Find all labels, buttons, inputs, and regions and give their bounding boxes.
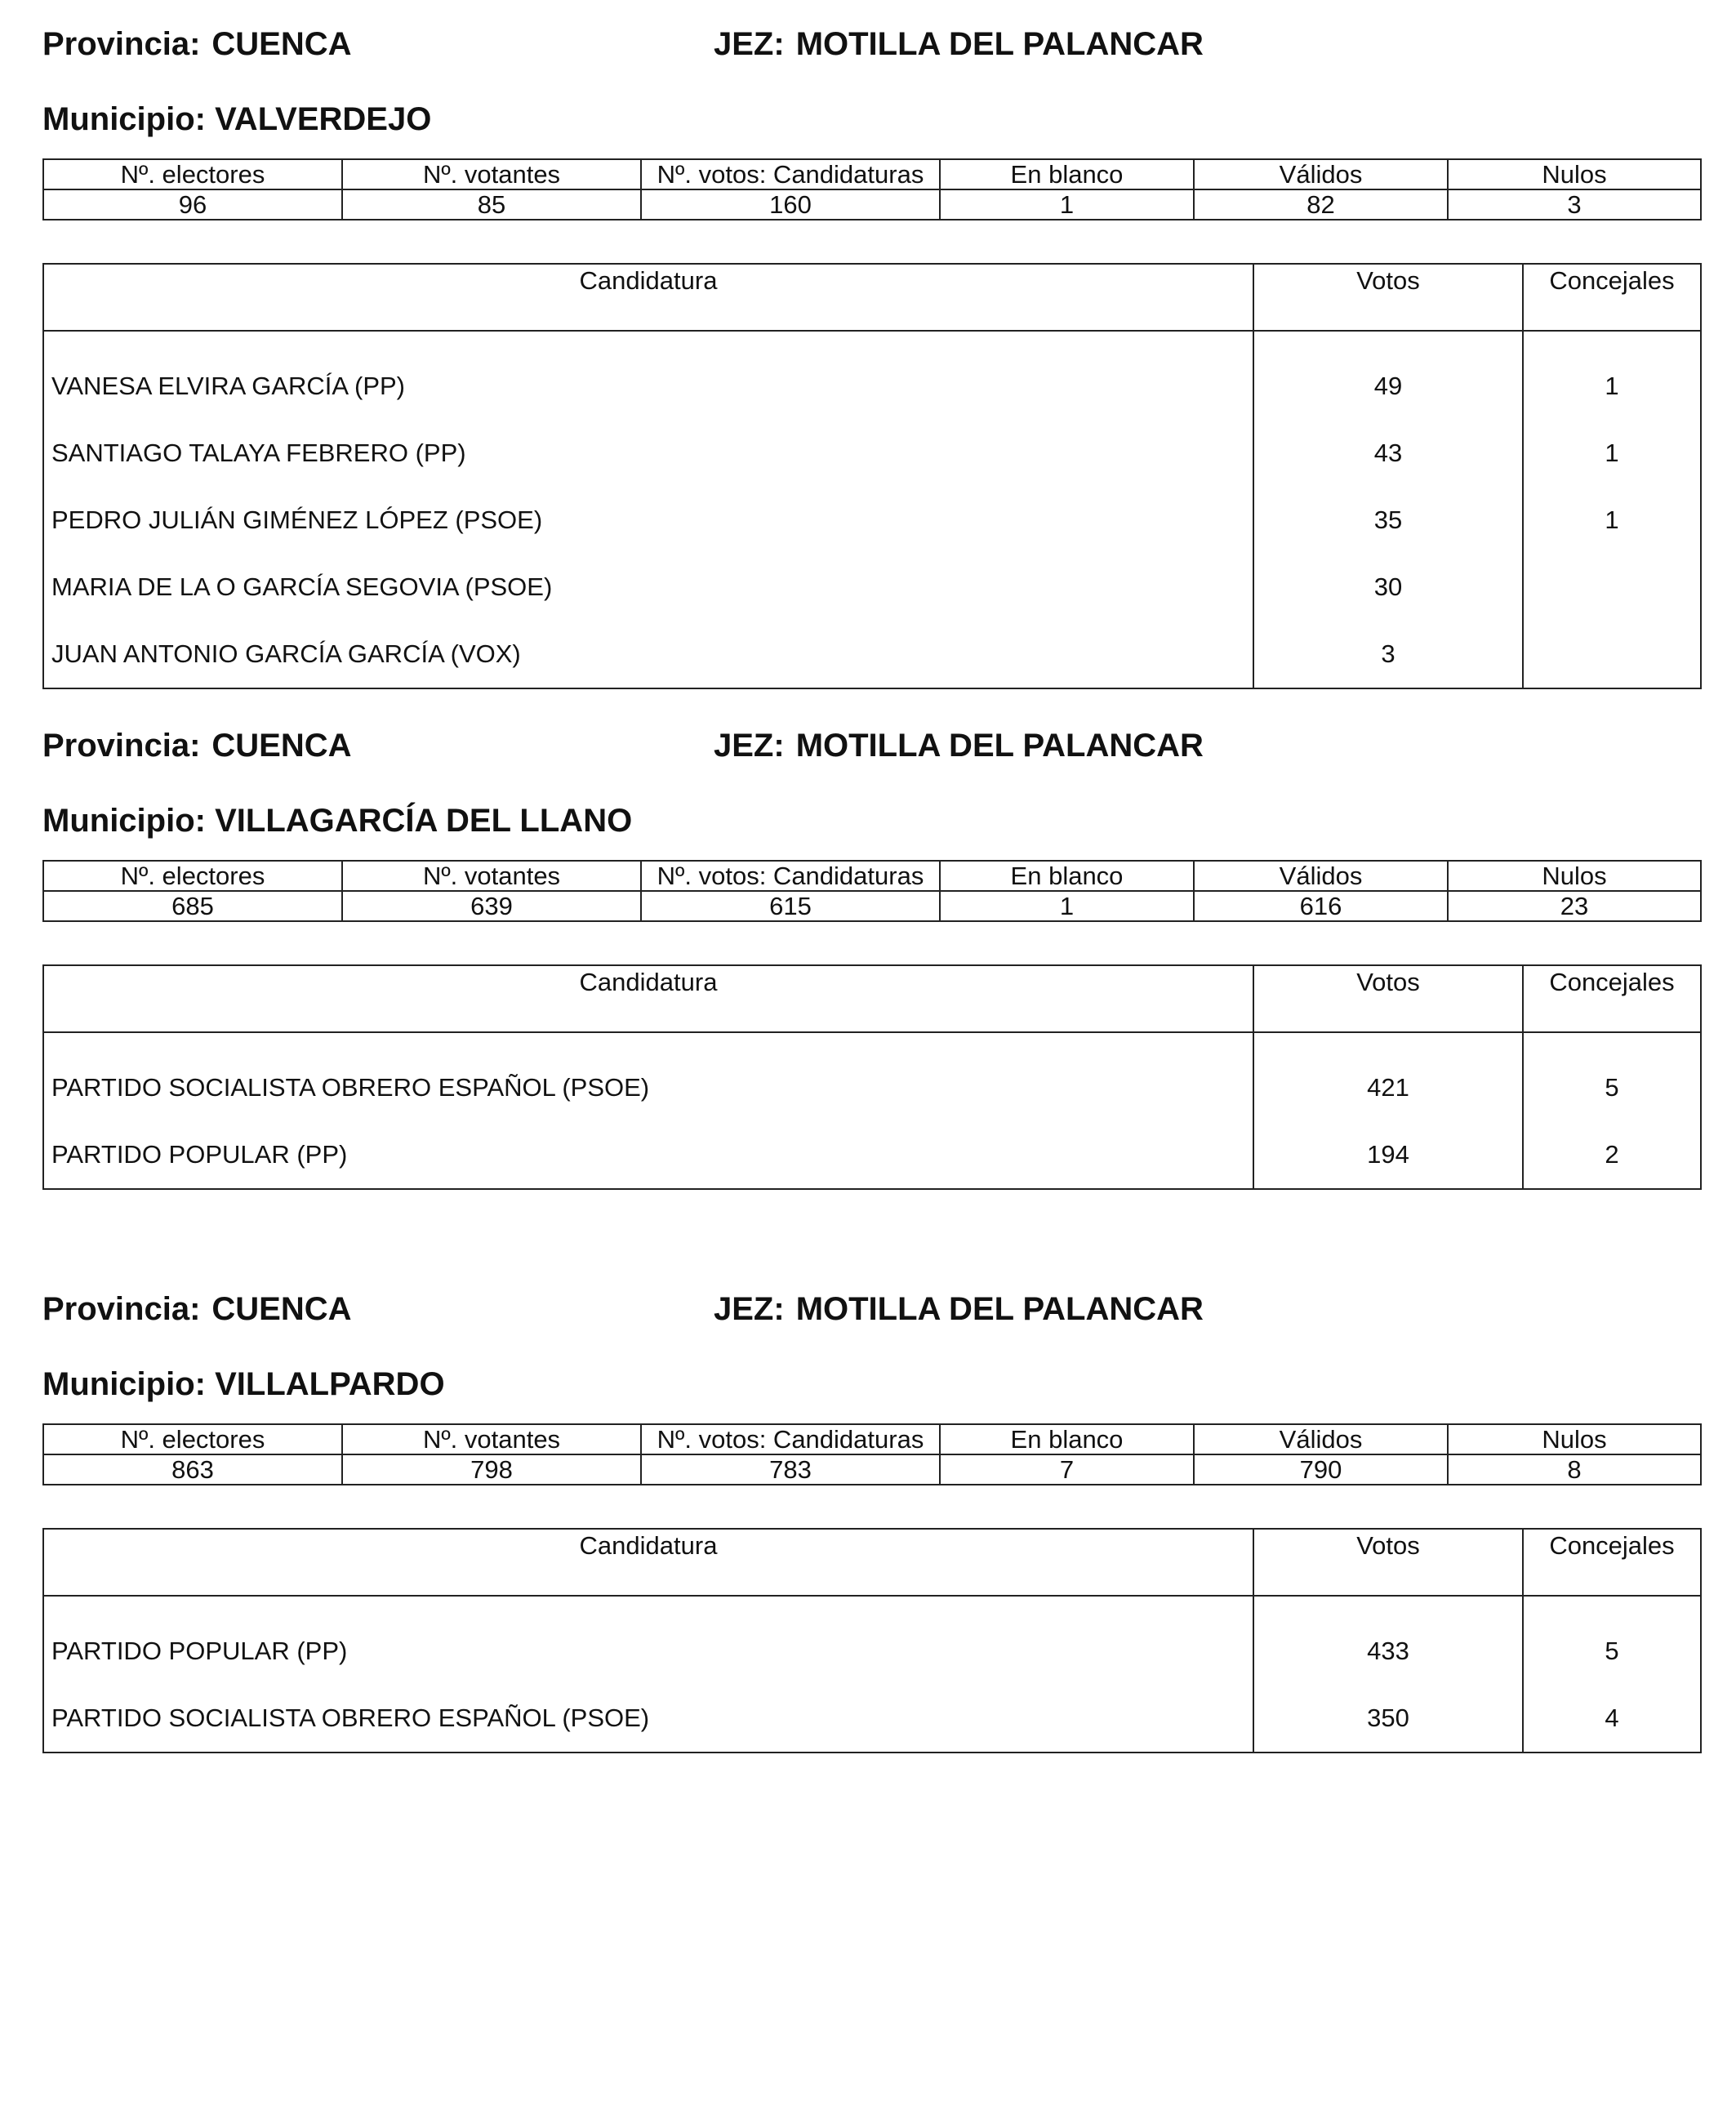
stats-votantes: 798 [342, 1454, 641, 1485]
candidate-name: PARTIDO SOCIALISTA OBRERO ESPAÑOL (PSOE) [43, 1032, 1253, 1121]
stats-header-row [43, 1424, 1701, 1454]
candidatura-header: Candidatura [43, 965, 1253, 1032]
candidates-header-row [43, 1529, 1701, 1596]
candidate-concejales [1523, 621, 1701, 688]
stats-header-row [43, 159, 1701, 189]
stats-header-votantes: Nº. votantes [342, 1424, 641, 1454]
stats-header-electores: Nº. electores [43, 159, 342, 189]
provincia-header [42, 28, 352, 60]
candidate-name: SANTIAGO TALAYA FEBRERO (PP) [43, 420, 1253, 487]
stats-electores: 96 [43, 189, 342, 220]
stats-header-validos: Válidos [1194, 1424, 1448, 1454]
stats-votantes: 639 [342, 891, 641, 921]
stats-header-electores: Nº. electores [43, 861, 342, 891]
candidate-votos: 194 [1253, 1121, 1523, 1189]
stats-header-votantes: Nº. votantes [342, 159, 641, 189]
stats-nulos: 23 [1448, 891, 1701, 921]
stats-table [42, 860, 1702, 922]
stats-nulos: 3 [1448, 189, 1701, 220]
stats-validos: 82 [1194, 189, 1448, 220]
table-row [43, 331, 1701, 420]
stats-value-row [43, 1454, 1701, 1485]
candidate-concejales: 5 [1523, 1596, 1701, 1685]
stats-header-validos: Válidos [1194, 159, 1448, 189]
candidate-votos: 3 [1253, 621, 1523, 688]
jez-value: MOTILLA DEL PALANCAR [795, 1291, 1204, 1327]
stats-value-row [43, 891, 1701, 921]
provincia-label: Provincia: [42, 1291, 201, 1327]
concejales-header: Concejales [1523, 965, 1701, 1032]
votos-header: Votos [1253, 1529, 1523, 1596]
provincia-label: Provincia: [42, 728, 201, 764]
stats-en-blanco: 1 [940, 189, 1194, 220]
stats-header-en-blanco: En blanco [940, 861, 1194, 891]
candidate-votos: 433 [1253, 1596, 1523, 1685]
votos-header: Votos [1253, 264, 1523, 331]
stats-header-row [43, 861, 1701, 891]
provincia-header [42, 729, 352, 762]
candidates-table [42, 263, 1702, 689]
candidate-votos: 49 [1253, 331, 1523, 420]
municipio-label: Municipio: [42, 1366, 206, 1402]
municipio-label: Municipio: [42, 803, 206, 839]
table-row [43, 1685, 1701, 1753]
candidate-votos: 350 [1253, 1685, 1523, 1753]
municipio-header [42, 1368, 445, 1401]
candidatura-header: Candidatura [43, 264, 1253, 331]
candidate-concejales [1523, 554, 1701, 621]
municipio-value: VALVERDEJO [215, 101, 432, 137]
stats-votos-candidaturas: 160 [641, 189, 940, 220]
provincia-label: Provincia: [42, 26, 201, 62]
stats-votantes: 85 [342, 189, 641, 220]
candidate-name: PEDRO JULIÁN GIMÉNEZ LÓPEZ (PSOE) [43, 487, 1253, 554]
table-row [43, 1032, 1701, 1121]
stats-votos-candidaturas: 615 [641, 891, 940, 921]
candidates-table [42, 1528, 1702, 1753]
candidate-name: PARTIDO POPULAR (PP) [43, 1121, 1253, 1189]
concejales-header: Concejales [1523, 264, 1701, 331]
stats-header-votos-candidaturas: Nº. votos: Candidaturas [641, 159, 940, 189]
stats-table [42, 158, 1702, 220]
candidate-concejales: 1 [1523, 487, 1701, 554]
candidates-table [42, 964, 1702, 1190]
candidate-votos: 43 [1253, 420, 1523, 487]
candidates-header-row [43, 965, 1701, 1032]
provincia-value: CUENCA [211, 26, 352, 62]
candidate-concejales: 4 [1523, 1685, 1701, 1753]
concejales-header: Concejales [1523, 1529, 1701, 1596]
provincia-value: CUENCA [211, 728, 352, 764]
stats-en-blanco: 1 [940, 891, 1194, 921]
stats-nulos: 8 [1448, 1454, 1701, 1485]
municipio-header [42, 103, 431, 136]
stats-validos: 616 [1194, 891, 1448, 921]
candidate-name: PARTIDO SOCIALISTA OBRERO ESPAÑOL (PSOE) [43, 1685, 1253, 1753]
jez-header [714, 1293, 1204, 1325]
candidate-concejales: 1 [1523, 331, 1701, 420]
municipio-value: VILLALPARDO [215, 1366, 445, 1402]
jez-label: JEZ: [714, 26, 785, 62]
jez-label: JEZ: [714, 728, 785, 764]
jez-label: JEZ: [714, 1291, 785, 1327]
candidates-header-row [43, 264, 1701, 331]
table-row [43, 554, 1701, 621]
provincia-value: CUENCA [211, 1291, 352, 1327]
municipio-value: VILLAGARCÍA DEL LLANO [215, 803, 633, 839]
table-row [43, 1596, 1701, 1685]
table-row [43, 420, 1701, 487]
table-row [43, 621, 1701, 688]
table-row [43, 487, 1701, 554]
jez-value: MOTILLA DEL PALANCAR [795, 26, 1204, 62]
municipio-label: Municipio: [42, 101, 206, 137]
stats-validos: 790 [1194, 1454, 1448, 1485]
stats-electores: 685 [43, 891, 342, 921]
jez-header [714, 729, 1204, 762]
stats-header-en-blanco: En blanco [940, 1424, 1194, 1454]
candidate-name: JUAN ANTONIO GARCÍA GARCÍA (VOX) [43, 621, 1253, 688]
stats-table [42, 1423, 1702, 1485]
provincia-header [42, 1293, 352, 1325]
votos-header: Votos [1253, 965, 1523, 1032]
table-row [43, 1121, 1701, 1189]
candidate-concejales: 1 [1523, 420, 1701, 487]
candidate-votos: 30 [1253, 554, 1523, 621]
stats-header-nulos: Nulos [1448, 1424, 1701, 1454]
stats-header-en-blanco: En blanco [940, 159, 1194, 189]
candidate-concejales: 5 [1523, 1032, 1701, 1121]
stats-value-row [43, 189, 1701, 220]
stats-header-nulos: Nulos [1448, 159, 1701, 189]
candidate-votos: 421 [1253, 1032, 1523, 1121]
candidate-name: MARIA DE LA O GARCÍA SEGOVIA (PSOE) [43, 554, 1253, 621]
candidate-concejales: 2 [1523, 1121, 1701, 1189]
candidate-votos: 35 [1253, 487, 1523, 554]
stats-header-validos: Válidos [1194, 861, 1448, 891]
candidate-name: VANESA ELVIRA GARCÍA (PP) [43, 331, 1253, 420]
candidate-name: PARTIDO POPULAR (PP) [43, 1596, 1253, 1685]
stats-electores: 863 [43, 1454, 342, 1485]
municipio-header [42, 804, 632, 837]
stats-header-votos-candidaturas: Nº. votos: Candidaturas [641, 1424, 940, 1454]
jez-header [714, 28, 1204, 60]
stats-header-votantes: Nº. votantes [342, 861, 641, 891]
stats-header-votos-candidaturas: Nº. votos: Candidaturas [641, 861, 940, 891]
stats-votos-candidaturas: 783 [641, 1454, 940, 1485]
jez-value: MOTILLA DEL PALANCAR [795, 728, 1204, 764]
stats-header-nulos: Nulos [1448, 861, 1701, 891]
stats-en-blanco: 7 [940, 1454, 1194, 1485]
stats-header-electores: Nº. electores [43, 1424, 342, 1454]
candidatura-header: Candidatura [43, 1529, 1253, 1596]
